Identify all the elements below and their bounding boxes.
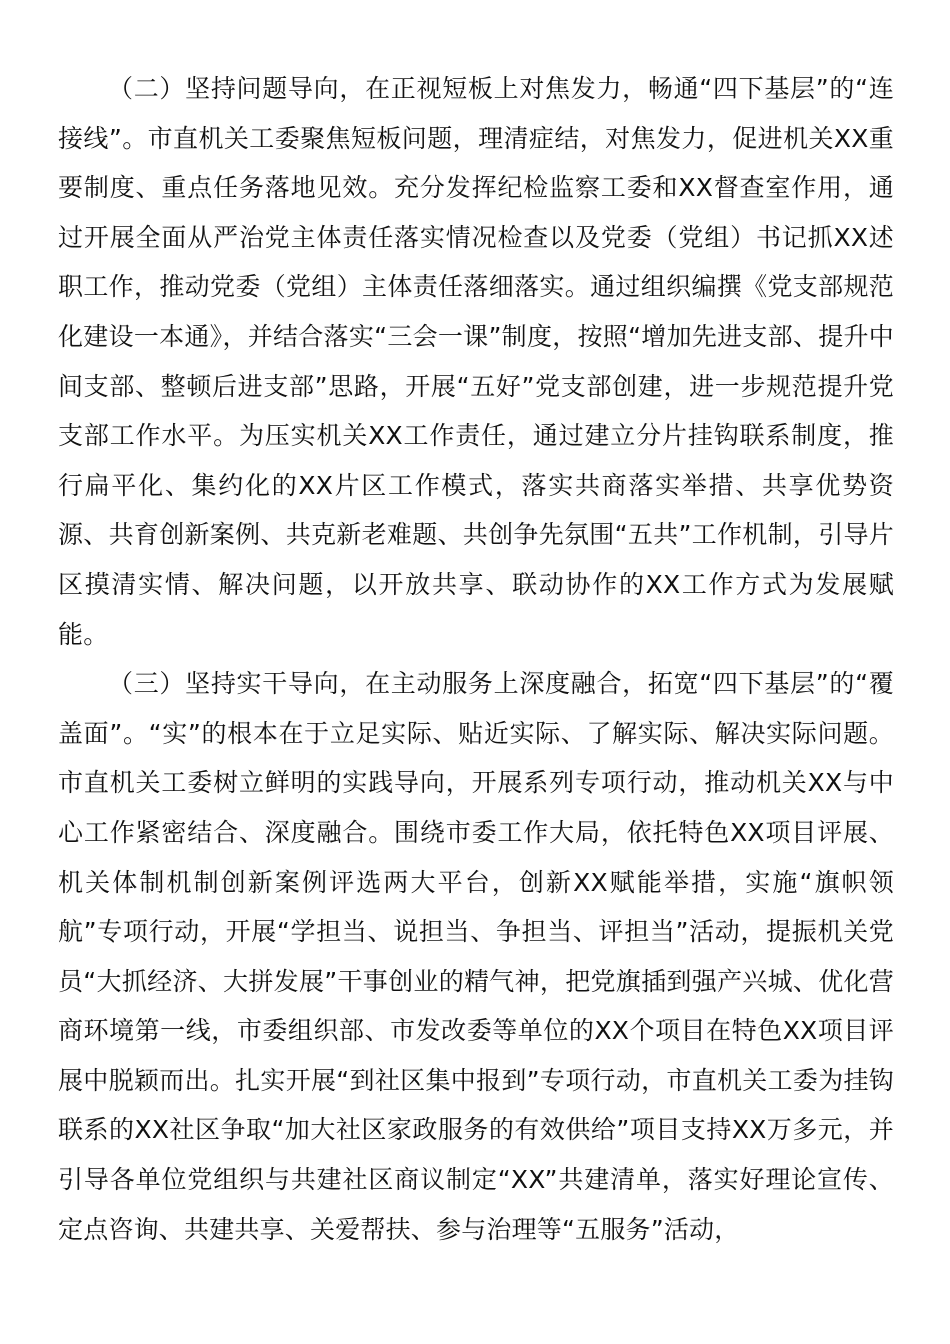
paragraph-section-two: （二）坚持问题导向，在正视短板上对焦发力，畅通“四下基层”的“连接线”。市直机关工委聚焦短板问题，理清症结，对焦发力，促进机关XX重要制度、重点任务落地见效。充分发挥纪检监察工委和XX督查室作用，通过开展全面从严治党主体责任落实情况检查以及党委（党组）书记抓XX述职工作，推动党委（党组）主体责任落细落实。通过组织编撰《党支部规范化建设一本通》，并结合落实“三会一课”制度，按照“增加先进支部、提升中间支部、整顿后进支部”思路，开展“五好”党支部创建，进一步规范提升党支部工作水平。为压实机关XX工作责任，通过建立分片挂钩联系制度，推行扁平化、集约化的XX片区工作模式，落实共商落实举措、共享优势资源、共育创新案例、共克新老难题、共创争先氛围“五共”工作机制，引导片区摸清实情、解决问题，以开放共享、联动协作的XX工作方式为发展赋能。 [58, 74, 894, 649]
document-body [58, 64, 894, 1254]
paragraph-section-three: （三）坚持实干导向，在主动服务上深度融合，拓宽“四下基层”的“覆盖面”。“实”的根本在于立足实际、贴近实际、了解实际、解决实际问题。市直机关工委树立鲜明的实践导向，开展系列专项行动，推动机关XX与中心工作紧密结合、深度融合。围绕市委工作大局，依托特色XX项目评展、机关体制机制创新案例评选两大平台，创新XX赋能举措，实施“旗帜领航”专项行动，开展“学担当、说担当、争担当、评担当”活动，提振机关党员“大抓经济、大拼发展”干事创业的精气神，把党旗插到强产兴城、优化营商环境第一线，市委组织部、市发改委等单位的XX个项目在特色XX项目评展中脱颖而出。扎实开展“到社区集中报到”专项行动，市直机关工委为挂钩联系的XX社区争取“加大社区家政服务的有效供给”项目支持XX万多元，并引导各单位党组织与共建社区商议制定“XX”共建清单，落实好理论宣传、定点咨询、共建共享、关爱帮扶、参与治理等“五服务”活动， [58, 669, 894, 1244]
